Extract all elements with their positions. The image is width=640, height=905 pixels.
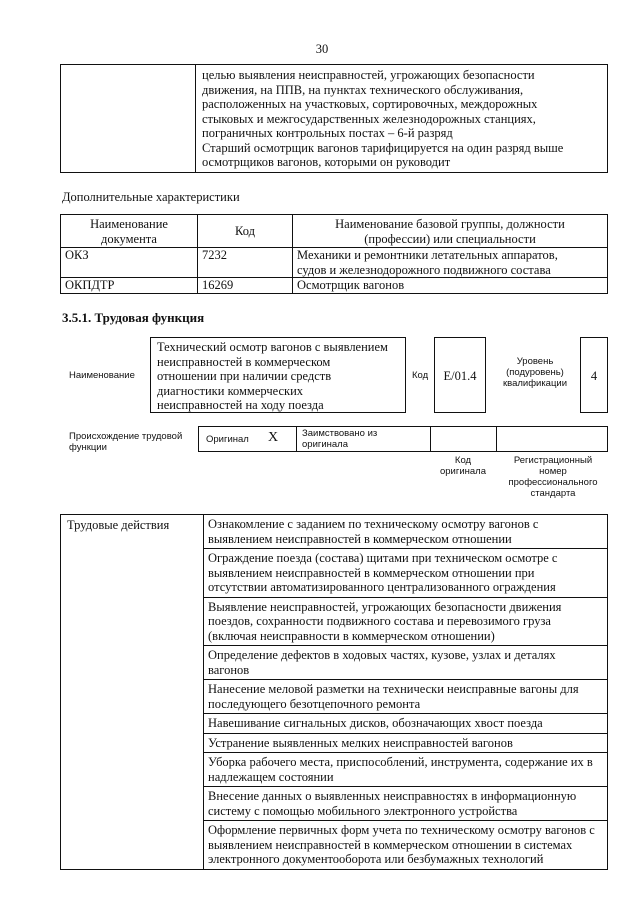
top-line: осмотрщиков вагонов, которыми он руководит (202, 155, 451, 169)
origin-label-line: функции (69, 442, 107, 453)
action-item (204, 753, 608, 787)
top-line: Старший осмотрщик вагонов тарифицируется на один разряд выше (202, 140, 564, 155)
header-code (198, 215, 293, 248)
action-line: Оформление первичных форм учета по техническому осмотру вагонов с (208, 823, 595, 837)
action-item (204, 549, 608, 598)
action-item (204, 680, 608, 714)
top-line: целью выявления неисправностей, угрожающих безопасности (202, 68, 535, 82)
code-value: E/01.4 (443, 369, 477, 383)
top-table-left-cell (61, 65, 196, 173)
action-line: Нанесение меловой разметки на технически неисправные вагоны для (208, 682, 579, 696)
action-line: вагонов (208, 662, 250, 677)
additional-heading: Дополнительные характеристики (62, 190, 240, 204)
top-line: движения, на ППВ, на пунктах технического обслуживания, (202, 82, 524, 97)
function-name-line: неисправностей в коммерческом (157, 354, 331, 369)
action-line: Определение дефектов в ходовых частях, кузове, узлах и деталях (208, 648, 556, 662)
level-label-line: квалификации (502, 378, 568, 389)
action-line: (включая неисправности в коммерческом отношении) (208, 628, 495, 643)
top-table-text-cell (196, 65, 608, 173)
code-original-label (432, 455, 494, 477)
action-item (204, 787, 608, 821)
row-name: Осмотрщик вагонов (293, 278, 608, 294)
row-name-line: судов и железнодорожного подвижного состава (297, 262, 551, 277)
level-value-box (580, 337, 608, 413)
origin-divider (296, 426, 297, 452)
table-row (61, 248, 608, 278)
origin-divider (496, 426, 497, 452)
origin-row (198, 426, 608, 452)
action-line: отсутствии автоматизированного централизованного ограждения (208, 580, 556, 594)
actions-label-cell (61, 515, 204, 870)
header-doc-line: Наименование (90, 217, 168, 231)
action-line: последующего безотцепочного ремонта (208, 696, 421, 711)
code-value-box (434, 337, 486, 413)
borrowed-label-line: оригинала (302, 439, 349, 450)
code-original-line: оригинала (439, 466, 486, 477)
table-row (61, 278, 608, 294)
borrowed-label-line: Заимствовано из (302, 428, 378, 439)
action-item (204, 714, 608, 734)
actions-label: Трудовые действия (67, 518, 170, 532)
reg-number-line: профессионального (508, 477, 598, 488)
origin-divider (430, 426, 431, 452)
function-name-line: отношении при наличии средств (157, 369, 332, 383)
code-label: Код (412, 370, 429, 381)
action-line: Устранение выявленных мелких неисправностей вагонов (208, 735, 513, 750)
action-line: поездов, сохранности подвижного состава и перевозимого груза (208, 614, 551, 628)
origin-label (69, 431, 182, 453)
reg-number-line: номер (539, 466, 567, 477)
action-line: выявлением неисправностей в коммерческом отношении (208, 531, 512, 546)
name-label: Наименование (69, 370, 135, 381)
code-original-line: Код (454, 455, 472, 466)
action-line: выявлением неисправностей в коммерческом отношении в системах (208, 837, 573, 852)
function-heading: 3.5.1. Трудовая функция (62, 310, 205, 325)
header-code-text: Код (235, 223, 255, 238)
page-number: 30 (315, 42, 329, 56)
action-line: надлежащем состоянии (208, 769, 334, 784)
additional-table (60, 214, 608, 294)
action-line: Уборка рабочего места, приспособлений, инструмента, содержание их в (208, 755, 593, 769)
row-doc: ОКПДТР (61, 278, 198, 294)
reg-number-label (498, 455, 608, 499)
function-name-box (150, 337, 406, 413)
row-code: 16269 (198, 278, 293, 294)
action-line: электронного документооборота или безбумажных технологий (208, 852, 544, 866)
level-label-line: (подуровень) (506, 367, 564, 378)
header-doc-line: документа (101, 231, 157, 246)
reg-number-line: стандарта (530, 488, 576, 499)
top-line: пограничных контрольных постах – 6-й разряд (202, 126, 453, 140)
action-line: Навешивание сигнальных дисков, обозначающих хвост поезда (208, 716, 543, 730)
row-name-line: Механики и ремонтники летательных аппаратов, (297, 248, 558, 262)
header-group (293, 215, 608, 248)
top-line: стыковых и межгосударственных железнодорожных станциях, (202, 111, 536, 126)
action-item (204, 821, 608, 870)
header-group-line: (профессии) или специальности (364, 231, 536, 246)
row-doc: ОКЗ (61, 248, 198, 278)
header-doc (61, 215, 198, 248)
top-line: расположенных на участковых, сортировочных, междорожных (202, 97, 538, 111)
original-mark: X (268, 430, 279, 445)
actions-table (60, 514, 608, 870)
function-name-line: Технический осмотр вагонов с выявлением (157, 340, 388, 354)
reg-number-line: Регистрационный (513, 455, 593, 466)
level-value: 4 (590, 369, 598, 383)
row-code: 7232 (198, 248, 293, 278)
original-label: Оригинал (206, 434, 249, 445)
top-continuation-table (60, 64, 608, 173)
action-item (204, 646, 608, 680)
action-item (204, 733, 608, 753)
action-line: Ограждение поезда (состава) щитами при техническом осмотре с (208, 551, 558, 565)
header-group-line: Наименование базовой группы, должности (335, 217, 565, 231)
action-line: Внесение данных о выявленных неисправностях в информационную (208, 789, 577, 803)
function-name-line: неисправностей на ходу поезда (157, 398, 324, 412)
action-item (204, 597, 608, 646)
function-name-line: диагностики коммерческих (157, 383, 304, 398)
origin-label-line: Происхождение трудовой (69, 431, 183, 442)
action-line: систему с помощью мобильного электронного устройства (208, 803, 518, 818)
borrowed-label (302, 428, 377, 450)
level-label (496, 356, 574, 389)
action-item (204, 515, 608, 549)
level-label-line: Уровень (516, 356, 554, 367)
action-line: Ознакомление с заданием по техническому осмотру вагонов с (208, 517, 539, 531)
action-line: выявлением неисправностей в коммерческом отношении при (208, 565, 535, 580)
action-line: Выявление неисправностей, угрожающих безопасности движения (208, 599, 562, 614)
row-name (293, 248, 608, 278)
